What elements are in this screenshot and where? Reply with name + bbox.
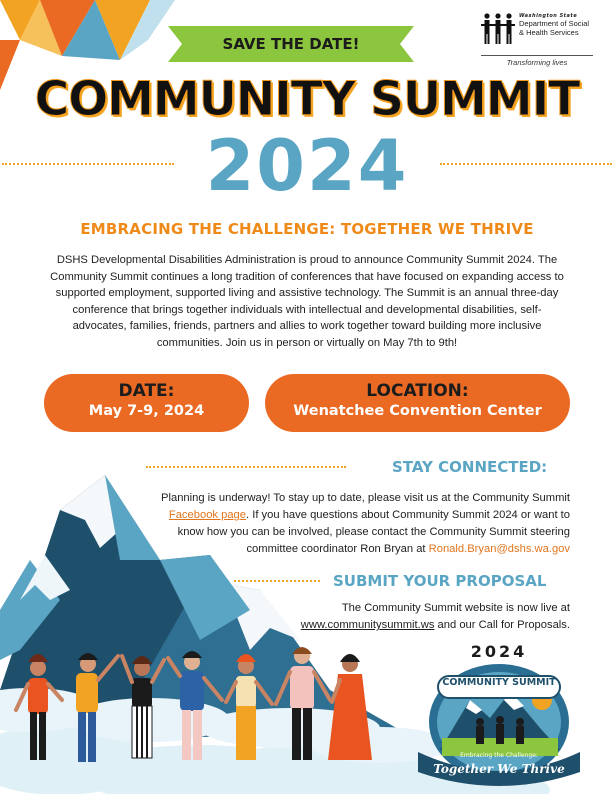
- stay-connected-heading: STAY CONNECTED:: [392, 458, 548, 476]
- badge-motto: Together We Thrive: [433, 762, 565, 776]
- proposal-divider: [234, 580, 320, 582]
- save-the-date-label: SAVE THE DATE!: [222, 35, 360, 53]
- contact-email-link[interactable]: Ronald.Bryan@dshs.wa.gov: [428, 543, 570, 555]
- page-title: COMMUNITY SUMMIT: [34, 72, 580, 127]
- stay-connected-divider: [146, 466, 346, 468]
- proposal-text-1: The Community Summit website is now live at: [341, 602, 570, 614]
- proposal-paragraph: [250, 600, 570, 634]
- location-heading: LOCATION:: [366, 381, 469, 401]
- badge-name: COMMUNITY SUMMIT: [442, 677, 556, 688]
- proposal-text-2: and our Call for Proposals.: [437, 619, 570, 631]
- logo-department-name: Department of Social & Health Services: [519, 19, 590, 37]
- logo-divider: [481, 55, 593, 56]
- stay-connected-text-2: . If you have questions about Community Summit 2024 or want to know how you can be involved, please contact the Community Summit steering committee coordinator Ron Bryan at: [177, 509, 570, 555]
- date-box: [44, 374, 249, 432]
- date-heading: DATE:: [118, 381, 175, 401]
- people-logo-icon: [481, 12, 515, 46]
- website-link[interactable]: www.communitysummit.ws: [300, 619, 435, 631]
- location-box: [265, 374, 570, 432]
- submit-proposal-heading: SUBMIT YOUR PROPOSAL: [333, 572, 547, 590]
- stay-connected-paragraph: [150, 490, 570, 558]
- dshs-logo: [481, 10, 593, 68]
- event-year: 2024: [205, 125, 409, 207]
- dotted-divider-right: [440, 163, 612, 165]
- date-value: May 7-9, 2024: [88, 403, 205, 419]
- intro-paragraph: DSHS Developmental Disabilities Administration is proud to announce Community Summit 2024. The Community Summit continues a long tradition of conferences that have focused on expanding access to supported employment, supported living and assistive technology. The Summit is an annual three-day conference that brings together individuals with intellectual and developmental disabilities, self-advocates, families, friends, partners and allies to work together toward building more inclusive communities. Join us in person or virtually on May 7th to 9th!: [50, 254, 564, 349]
- badge-tagline-small: Embracing the Challenge:: [460, 752, 538, 759]
- location-value: Wenatchee Convention Center: [293, 403, 542, 419]
- event-theme: EMBRACING THE CHALLENGE: TOGETHER WE THRIVE: [80, 220, 534, 238]
- logo-state-label: Washington State: [519, 13, 578, 19]
- badge-year: 2024: [470, 642, 528, 661]
- logo-tagline: Transforming lives: [506, 58, 568, 67]
- stay-connected-text-1: Planning is underway! To stay up to date, please visit us at the Community Summit: [161, 492, 570, 504]
- facebook-page-link[interactable]: Facebook page: [168, 509, 247, 521]
